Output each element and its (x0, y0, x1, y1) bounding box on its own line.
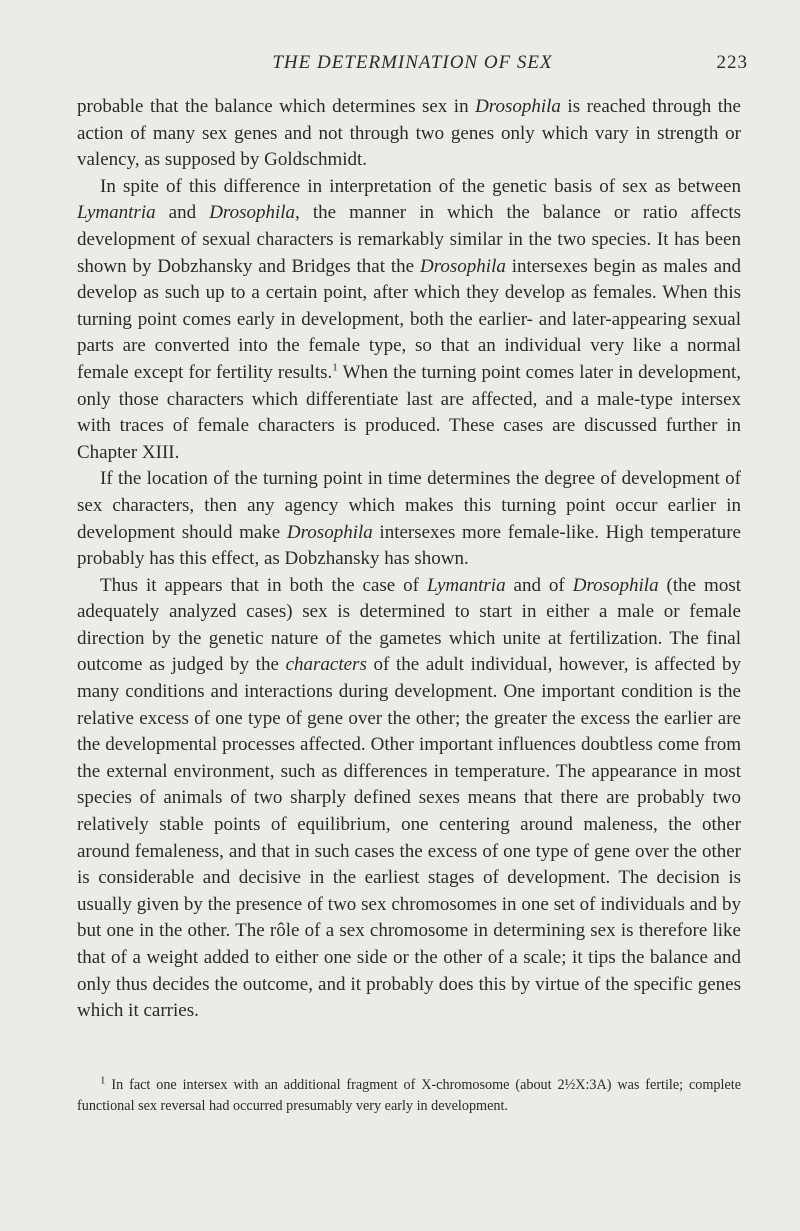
paragraph-3: If the location of the turning point in time determines the degree of development of sex characters, then any agency which makes this turning point occur earlier in development should make Drosophila intersexes more female-like. High temperature probably has this effect, as Dobzhansky has shown. (77, 468, 741, 570)
running-header (77, 52, 748, 82)
body-text (77, 94, 741, 1025)
running-title: THE DETERMINATION OF SEX (272, 52, 553, 73)
paragraph-1: probable that the balance which determines sex in Drosophila is reached through the action of many sex genes and not through two genes only which vary in strength or valency, as supposed by Goldschmidt. (77, 96, 741, 171)
page-number: 223 (716, 52, 748, 73)
paragraph-4: Thus it appears that in both the case of Lymantria and of Drosophila (the most adequately analyzed cases) sex is determined to start in either a male or female direction by the genetic nature of the gametes which unite at fertilization. The final outcome as judged by the characters of the adult individual, however, is affected by many conditions and interactions during development. One important condition is the relative excess of one type of gene over the other; the greater the excess the earlier are the developmental processes affected. Other important influences doubtless come from the external environment, such as differences in temperature. The appearance in most species of animals of two sharply defined sexes means that there are probably two relatively stable points of equilibrium, one centering around maleness, the other around femaleness, and that in such cases the excess of one type of gene over the other is considerable and decisive in the earliest stages of development. The decision is usually given by the presence of two sex chromosomes in one set of individuals and by but one in the other. The rôle of a sex chromosome in determining sex is therefore like that of a weight added to either one side or the other of a scale; it tips the balance and only thus decides the outcome, and it probably does this by virtue of the specific genes which it carries. (77, 574, 741, 1022)
footnote-reference: 1 (332, 361, 338, 374)
footnote-marker: 1 (100, 1074, 106, 1087)
paragraph-2: In spite of this difference in interpretation of the genetic basis of sex as between Lymantria and Drosophila, the manner in which the balance or ratio affects development of sexual characters is remarkably similar in the two species. It has been shown by Dobzhansky and Bridges that the Drosophila intersexes begin as males and develop as such up to a certain point, after which they develop as females. When this turning point comes early in development, both the earlier- and later-appearing sexual parts are converted into the female type, so that an individual very like a normal female except for fertility results.$^1$ When the turning point comes later in development, only those characters which differentiate last are affected, and a male-type intersex with traces of female characters is produced. These cases are discussed further in Chapter XIII. (77, 175, 742, 463)
footnote-text: $^1$ In fact one intersex with an additional fragment of X-chromosome (about 2½X:3A) was fertile; complete functional sex reversal had occurred presumably very early in development. (77, 1074, 741, 1114)
footnote (77, 1075, 741, 1117)
